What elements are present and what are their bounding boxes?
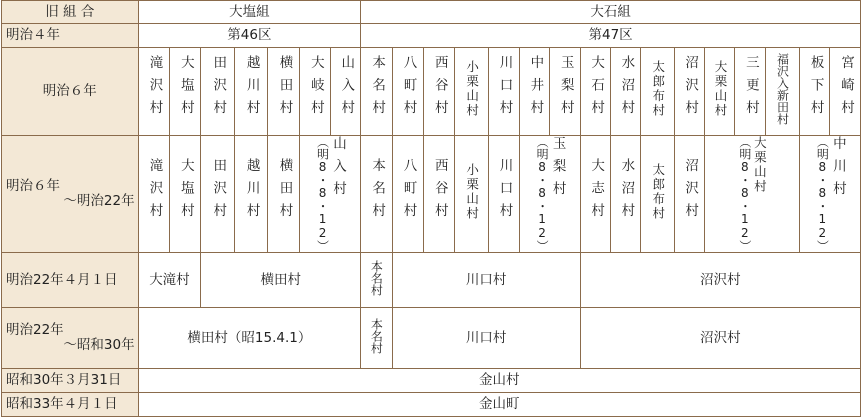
village-name: 本名村 xyxy=(369,317,384,354)
village-name: 水沼村 xyxy=(618,157,635,226)
village-name: 中井村 xyxy=(527,55,544,123)
row-label-part: 明治22年 xyxy=(6,322,64,339)
row-label-part: 〜明治22年 xyxy=(63,193,135,209)
village-name: 沼沢村 xyxy=(682,157,699,226)
merge-date-note: （明8・8・12） xyxy=(315,136,330,252)
village-yokota: 横田村 xyxy=(201,253,361,308)
village-name: 西谷村 xyxy=(431,157,448,226)
row-meiji22 xyxy=(2,253,861,308)
row-label-showa30: 昭和30年３月31日 xyxy=(2,369,139,393)
row-label-meiji4: 明治４年 xyxy=(2,24,139,48)
village-cell xyxy=(392,136,423,253)
merge-date-note: （明8・8・12） xyxy=(815,136,830,252)
village-name: 小栗山村 xyxy=(464,60,480,119)
village-cell xyxy=(455,136,488,253)
row-label-part: 明治６年 xyxy=(6,178,60,195)
village-name: 太郎布村 xyxy=(650,60,666,119)
village-name: 水沼村 xyxy=(618,55,635,123)
town-kaneyama: 金山町 xyxy=(138,393,860,417)
group-oshio: 大塩組 xyxy=(138,1,361,24)
village-name: 玉梨村 xyxy=(557,55,574,123)
village-cell xyxy=(580,48,610,136)
merged-village-cell xyxy=(519,136,580,253)
village-cell xyxy=(361,136,392,253)
village-cell xyxy=(519,48,549,136)
village-cell xyxy=(550,48,580,136)
village-cell xyxy=(300,48,330,136)
row-label-meiji6-22 xyxy=(2,136,139,253)
header-row xyxy=(2,1,861,24)
row-meiji6 xyxy=(2,48,861,136)
village-name: 滝沢村 xyxy=(146,55,163,123)
village-name: 川口村 xyxy=(496,157,513,226)
village-cell xyxy=(735,48,765,136)
row-meiji22-showa30 xyxy=(2,308,861,369)
row-showa30 xyxy=(2,369,861,393)
village-cell xyxy=(488,136,519,253)
village-cell xyxy=(361,48,392,136)
village-otaki: 大滝村 xyxy=(138,253,201,308)
row-meiji6-22 xyxy=(2,136,861,253)
village-honmyo xyxy=(361,308,392,369)
village-name: 沼沢村 xyxy=(682,55,699,123)
row-label-meiji6: 明治６年 xyxy=(2,48,139,136)
row-label-meiji22: 明治22年４月１日 xyxy=(2,253,139,308)
village-name: 玉梨村 xyxy=(549,136,566,204)
village-name: 田沢村 xyxy=(210,157,227,226)
village-name: 川口村 xyxy=(496,55,513,123)
village-cell xyxy=(674,48,704,136)
village-kawaguchi: 川口村 xyxy=(392,308,580,369)
village-yokota-merged: 横田村（昭15.4.1） xyxy=(138,308,361,369)
row-label-showa33: 昭和33年４月１日 xyxy=(2,393,139,417)
village-cell xyxy=(201,136,234,253)
village-cell xyxy=(674,136,704,253)
village-cell xyxy=(234,48,267,136)
village-name: 越川村 xyxy=(243,55,260,123)
village-kawaguchi: 川口村 xyxy=(392,253,580,308)
village-cell xyxy=(392,48,423,136)
row-label-part: 〜昭和30年 xyxy=(63,337,135,353)
village-cell xyxy=(830,48,861,136)
village-name: 滝沢村 xyxy=(146,157,163,226)
village-name: 本名村 xyxy=(369,259,384,296)
village-name: 山入村 xyxy=(330,136,347,204)
village-name: 大塩村 xyxy=(177,157,194,226)
group-oishi: 大石組 xyxy=(361,1,861,24)
district-47: 第47区 xyxy=(361,24,861,48)
village-numazawa: 沼沢村 xyxy=(580,308,860,369)
village-name: 宮崎村 xyxy=(837,55,854,123)
merged-village-cell xyxy=(800,136,861,253)
village-name: 大志村 xyxy=(588,157,605,226)
village-cell xyxy=(765,48,799,136)
village-cell xyxy=(423,48,454,136)
row-showa33 xyxy=(2,393,861,417)
merge-date-note: （明8・8・12） xyxy=(535,136,550,252)
village-cell xyxy=(234,136,267,253)
village-name: 福沢入新田村 xyxy=(775,53,790,126)
village-cell xyxy=(268,136,300,253)
village-name: 大塩村 xyxy=(177,55,194,123)
village-cell xyxy=(611,136,641,253)
municipal-history-table xyxy=(1,0,861,417)
village-name: 板下村 xyxy=(807,55,824,123)
merged-village-cell xyxy=(705,136,800,253)
row-meiji4 xyxy=(2,24,861,48)
village-cell xyxy=(611,48,641,136)
village-name: 大栗山村 xyxy=(752,136,768,194)
village-cell xyxy=(580,136,610,253)
village-cell xyxy=(641,136,674,253)
village-name: 山入村 xyxy=(338,55,355,123)
village-honmyo xyxy=(361,253,392,308)
village-numazawa: 沼沢村 xyxy=(580,253,860,308)
village-name: 小栗山村 xyxy=(464,162,480,221)
village-cell xyxy=(800,48,830,136)
village-name: 太郎布村 xyxy=(650,162,666,221)
village-cell xyxy=(169,136,200,253)
village-cell xyxy=(138,136,169,253)
village-cell xyxy=(268,48,300,136)
village-name: 三更村 xyxy=(742,55,759,123)
village-name: 横田村 xyxy=(276,157,293,226)
village-cell xyxy=(201,48,234,136)
village-name: 大岐村 xyxy=(307,55,324,123)
village-name: 八町村 xyxy=(400,55,417,123)
village-name: 越川村 xyxy=(243,157,260,226)
village-cell xyxy=(138,48,169,136)
village-cell xyxy=(423,136,454,253)
village-name: 本名村 xyxy=(369,55,386,123)
district-46: 第46区 xyxy=(138,24,361,48)
village-name: 本名村 xyxy=(369,157,386,226)
village-cell xyxy=(330,48,360,136)
village-name: 田沢村 xyxy=(210,55,227,123)
merged-village-cell xyxy=(300,136,361,253)
village-cell xyxy=(169,48,200,136)
village-kaneyama: 金山村 xyxy=(138,369,860,393)
merge-date-note: （明8・8・12） xyxy=(737,136,752,252)
village-name: 横田村 xyxy=(276,55,293,123)
village-cell xyxy=(705,48,735,136)
village-name: 大栗山村 xyxy=(712,60,728,119)
village-cell xyxy=(455,48,488,136)
header-label: 旧 組 合 xyxy=(2,1,139,24)
row-label-meiji22-showa30 xyxy=(2,308,139,369)
village-name: 大石村 xyxy=(588,55,605,123)
village-cell xyxy=(488,48,519,136)
village-name: 西谷村 xyxy=(431,55,448,123)
village-name: 八町村 xyxy=(400,157,417,226)
village-name: 中川村 xyxy=(829,136,846,204)
village-cell xyxy=(641,48,674,136)
